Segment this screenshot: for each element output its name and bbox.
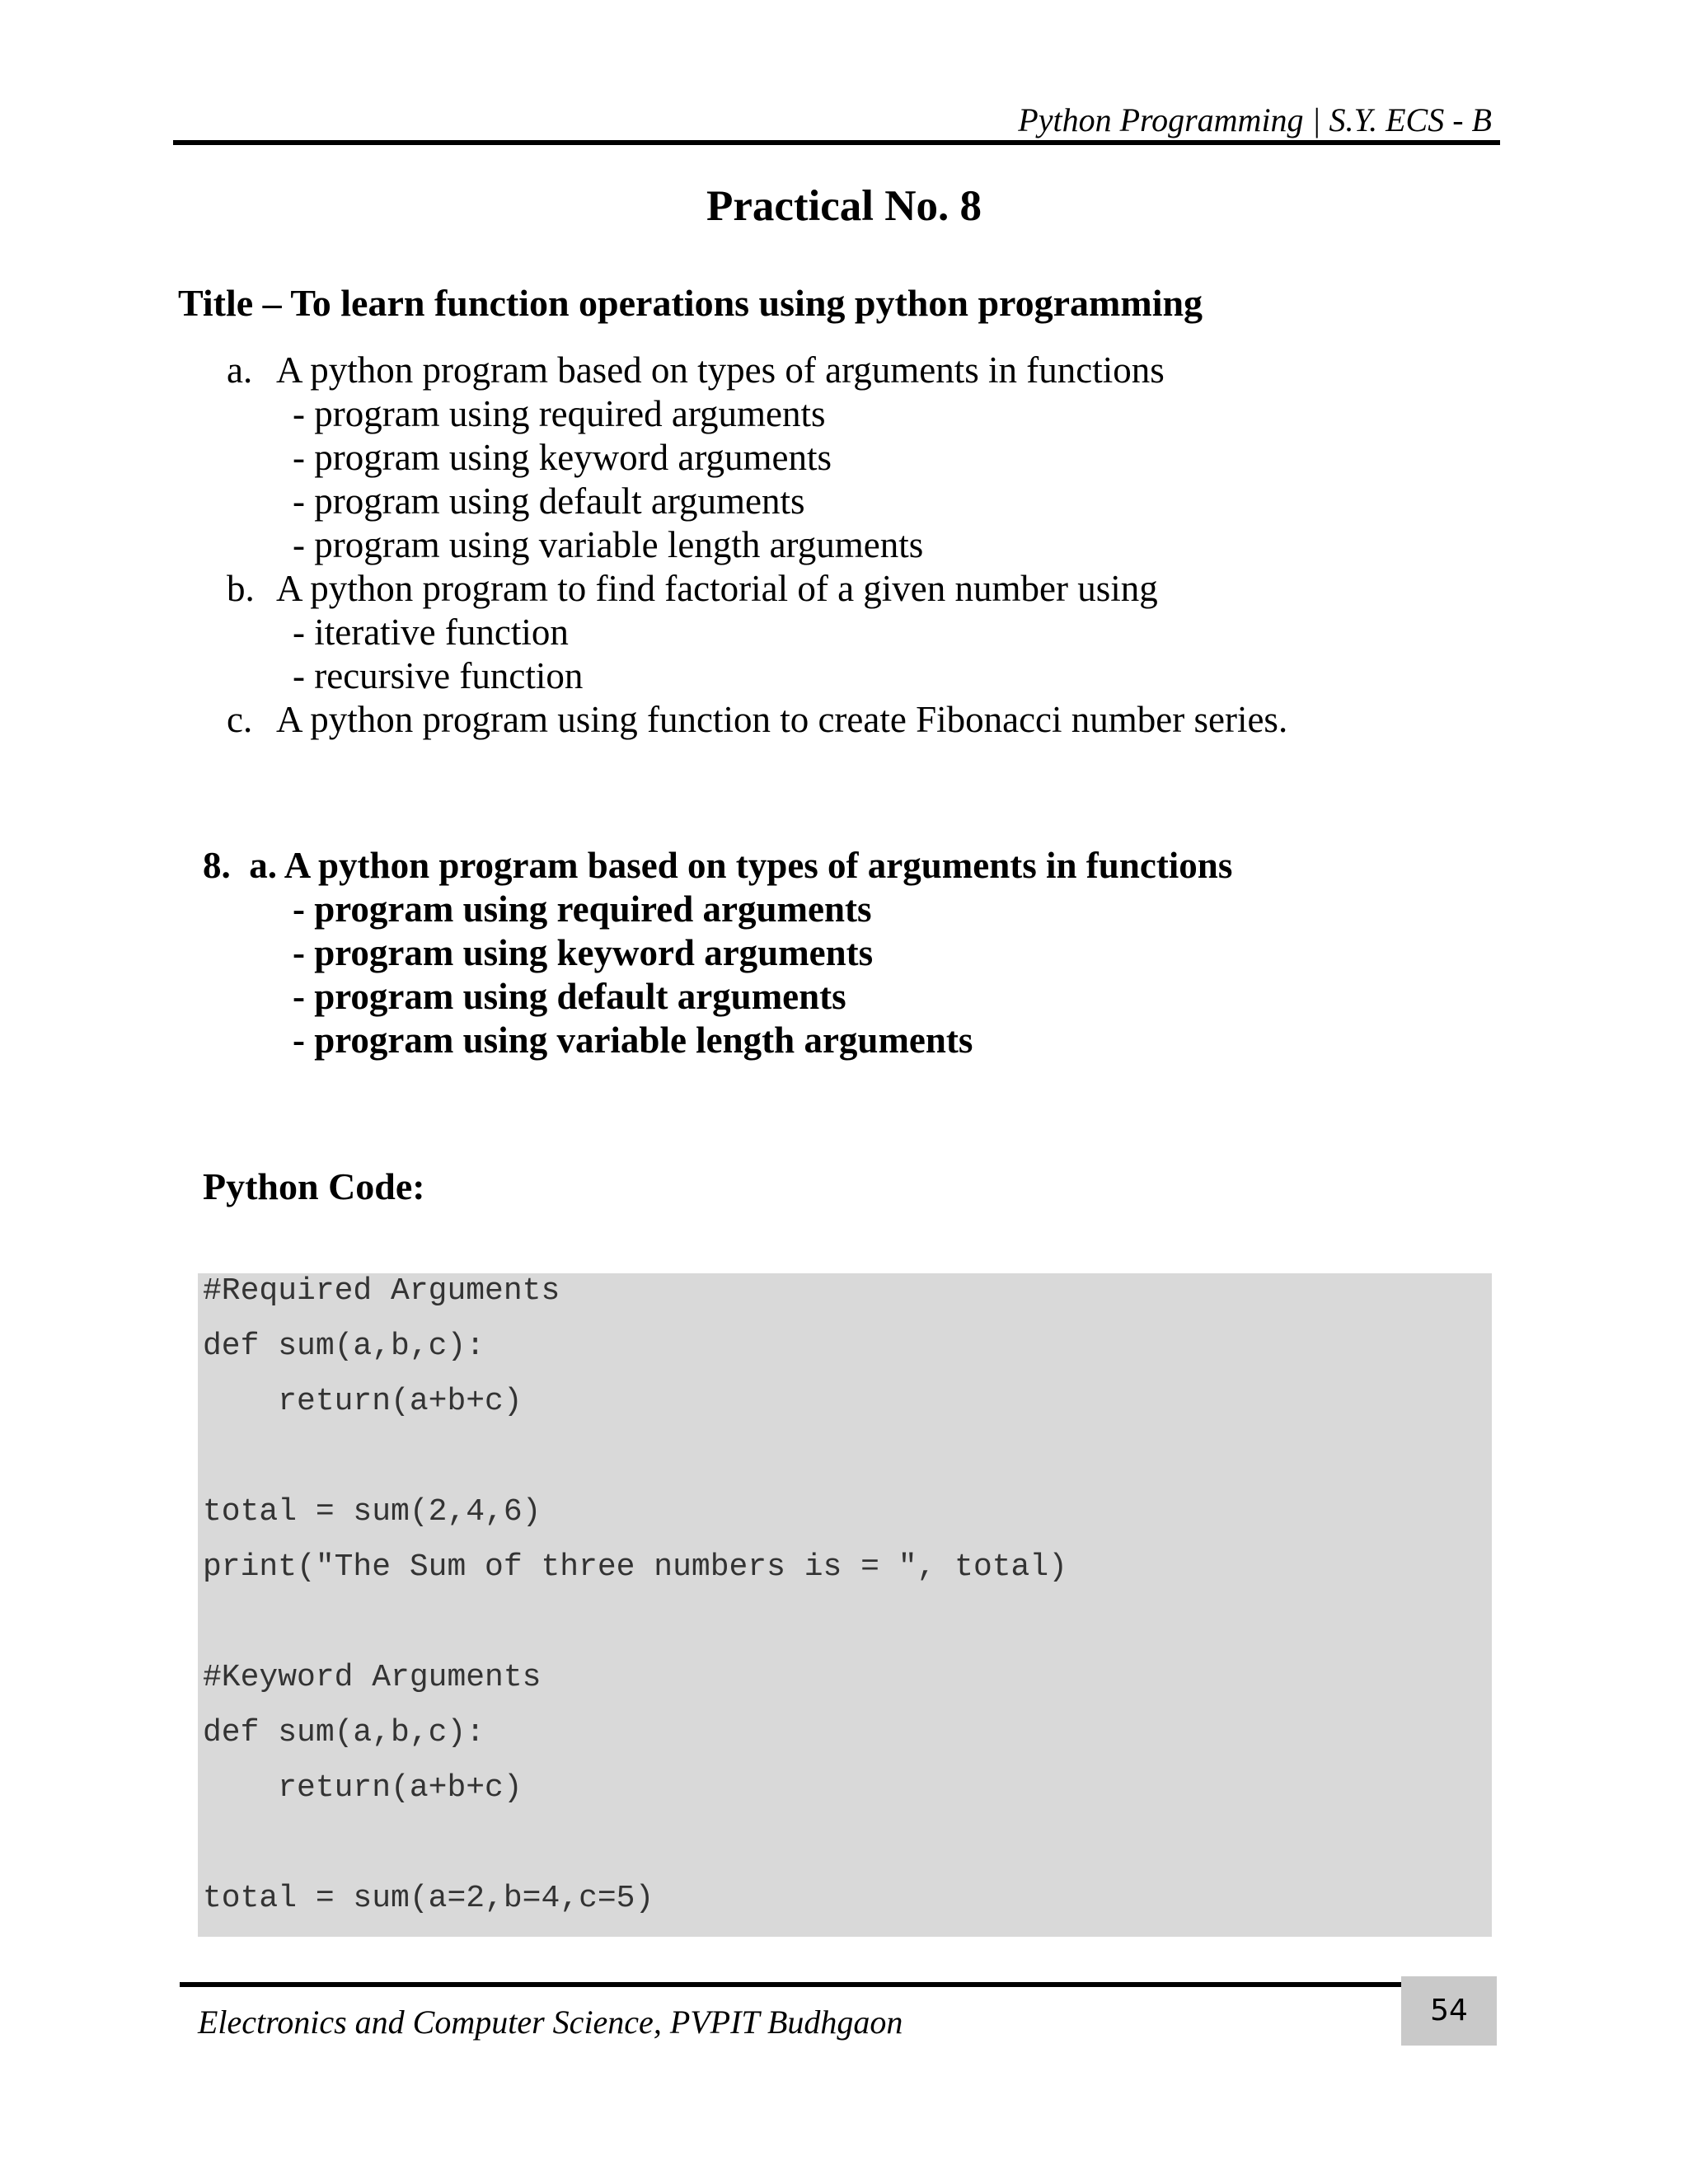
code-label: Python Code: [203, 1165, 425, 1207]
objective-sub-item: - program using variable length arguments [293, 524, 924, 565]
objective-marker: a. [227, 349, 253, 391]
section-sub-item: - program using required arguments [293, 888, 872, 930]
footer-rule [180, 1982, 1449, 1987]
code-line: #Keyword Arguments [203, 1660, 542, 1695]
code-line: total = sum(a=2,b=4,c=5) [203, 1881, 654, 1916]
running-title: Python Programming | S.Y. ECS - B [1018, 101, 1492, 138]
practical-title: Practical No. 8 [706, 182, 982, 230]
code-line: total = sum(2,4,6) [203, 1494, 542, 1530]
objective-sub-item: - program using default arguments [293, 480, 805, 522]
footer-text: Electronics and Computer Science, PVPIT Budhgaon [198, 2004, 903, 2041]
objective-b [227, 567, 1158, 610]
code-line: print("The Sum of three numbers is = ", total) [203, 1549, 1067, 1585]
section-sub-item: - program using keyword arguments [293, 932, 874, 973]
objective-marker: b. [227, 568, 255, 609]
objective-a [227, 349, 1165, 391]
title-line: Title – To learn function operations using python programming [178, 282, 1203, 324]
section-sub-item: - program using variable length arguments [293, 1019, 973, 1061]
code-line: return(a+b+c) [203, 1384, 523, 1419]
objective-sub-item: - program using keyword arguments [293, 437, 832, 478]
objective-text: A python program based on types of arguments in functions [276, 349, 1165, 391]
objective-text: A python program to find factorial of a given number using [276, 568, 1158, 609]
objective-text: A python program using function to create Fibonacci number series. [276, 699, 1288, 740]
section-heading: 8. a. A python program based on types of arguments in functions [203, 845, 1233, 886]
code-line: #Required Arguments [203, 1273, 560, 1309]
page-number: 54 [1401, 1976, 1497, 2046]
code-line: return(a+b+c) [203, 1770, 523, 1806]
objective-marker: c. [227, 699, 253, 740]
code-line: def sum(a,b,c): [203, 1715, 485, 1750]
code-line: def sum(a,b,c): [203, 1329, 485, 1364]
objective-sub-item: - iterative function [293, 612, 569, 653]
page-header [173, 95, 1500, 145]
objective-sub-item: - recursive function [293, 655, 584, 696]
section-sub-item: - program using default arguments [293, 976, 846, 1017]
objective-c [227, 698, 1287, 741]
code-block [198, 1273, 1492, 1937]
objective-sub-item: - program using required arguments [293, 393, 826, 434]
